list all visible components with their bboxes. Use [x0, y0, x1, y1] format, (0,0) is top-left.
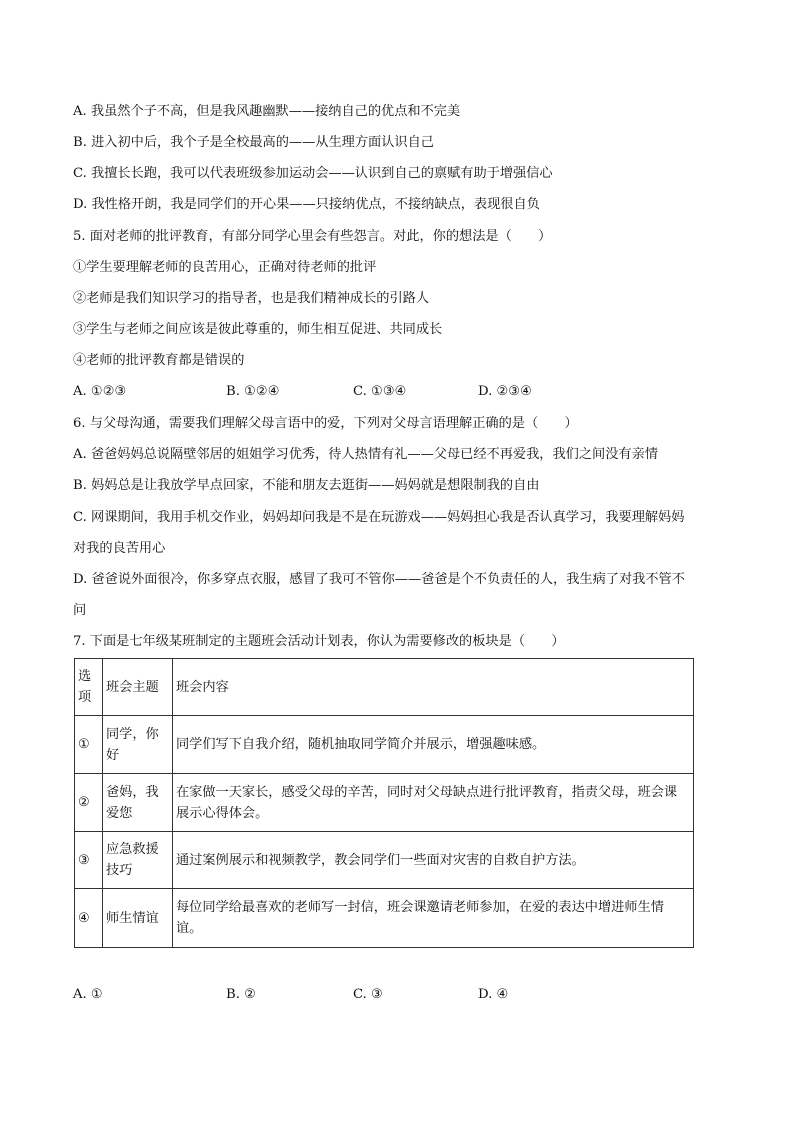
- q6-option-d-cont: 问: [73, 603, 87, 618]
- q7-choice-a: A. ①: [73, 987, 103, 1002]
- q6-option-c: C. 网课期间，我用手机交作业，妈妈却问我是不是在玩游戏——妈妈担心我是否认真学习，我要理解妈妈: [73, 510, 685, 525]
- row-option: ②: [75, 774, 103, 832]
- table-row: [75, 832, 694, 889]
- q4-option-c: C. 我擅长长跑，我可以代表班级参加运动会——认识到自己的禀赋有助于增强信心: [73, 166, 553, 181]
- q5-choice-d: D. ②③④: [478, 384, 532, 399]
- q5-choice-a: A. ①②③: [73, 384, 127, 399]
- row-content: 每位同学给最喜欢的老师写一封信，班会课邀请老师参加，在爱的表达中增进师生情谊。: [173, 889, 694, 948]
- row-theme: 应急救援技巧: [103, 832, 173, 889]
- table-row: [75, 716, 694, 774]
- header-content: 班会内容: [173, 659, 694, 716]
- q4-option-a: A. 我虽然个子不高，但是我风趣幽默——接纳自己的优点和不完美: [73, 104, 461, 119]
- q6-option-d: D. 爸爸说外面很冷，你多穿点衣服，感冒了我可不管你——爸爸是个不负责任的人，我生病了对我不管不: [73, 572, 685, 587]
- header-theme: 班会主题: [103, 659, 173, 716]
- header-option: 选项: [75, 659, 103, 716]
- table-header-row: [75, 659, 694, 716]
- q5-choice-b: B. ①②④: [226, 384, 280, 399]
- q5-statement-3: ③学生与老师之间应该是彼此尊重的，师生相互促进、共同成长: [73, 322, 443, 337]
- q5-statement-4: ④老师的批评教育都是错误的: [73, 353, 245, 368]
- q6-option-c-cont: 对我的良苦用心: [73, 541, 166, 556]
- row-content: 同学们写下自我介绍，随机抽取同学简介并展示，增强趣味感。: [173, 716, 694, 774]
- q5-statement-2: ②老师是我们知识学习的指导者，也是我们精神成长的引路人: [73, 291, 430, 306]
- q6-stem: 6. 与父母沟通，需要我们理解父母言语中的爱，下列对父母言语理解正确的是（ ）: [73, 416, 578, 431]
- q7-plan-table: [74, 658, 694, 948]
- row-option: ④: [75, 889, 103, 948]
- q5-stem: 5. 面对老师的批评教育，有部分同学心里会有些怨言。对此，你的想法是（ ）: [73, 229, 552, 244]
- q7-choice-b: B. ②: [226, 987, 256, 1002]
- q6-option-b: B. 妈妈总是让我放学早点回家，不能和朋友去逛街——妈妈就是想限制我的自由: [73, 478, 540, 493]
- row-theme: 爸妈，我爱您: [103, 774, 173, 832]
- q5-statement-1: ①学生要理解老师的良苦用心，正确对待老师的批评: [73, 260, 377, 275]
- q6-option-a: A. 爸爸妈妈总说隔壁邻居的姐姐学习优秀，待人热情有礼——父母已经不再爱我，我们之间没有亲情: [73, 447, 658, 462]
- row-content: 在家做一天家长，感受父母的辛苦，同时对父母缺点进行批评教育，指责父母，班会课展示心得体会。: [173, 774, 694, 832]
- row-option: ③: [75, 832, 103, 889]
- table-row: [75, 889, 694, 948]
- row-option: ①: [75, 716, 103, 774]
- q5-choice-c: C. ①③④: [353, 384, 407, 399]
- row-theme: 同学，你好: [103, 716, 173, 774]
- q4-option-d: D. 我性格开朗，我是同学们的开心果——只接纳优点，不接纳缺点，表现很自负: [73, 197, 540, 212]
- row-theme: 师生情谊: [103, 889, 173, 948]
- q7-choice-d: D. ④: [478, 987, 509, 1002]
- q7-choice-c: C. ③: [353, 987, 383, 1002]
- q4-option-b: B. 进入初中后，我个子是全校最高的——从生理方面认识自己: [73, 135, 434, 150]
- q7-stem: 7. 下面是七年级某班制定的主题班会活动计划表，你认为需要修改的板块是（ ）: [73, 634, 565, 649]
- row-content: 通过案例展示和视频教学，教会同学们一些面对灾害的自救自护方法。: [173, 832, 694, 889]
- table-row: [75, 774, 694, 832]
